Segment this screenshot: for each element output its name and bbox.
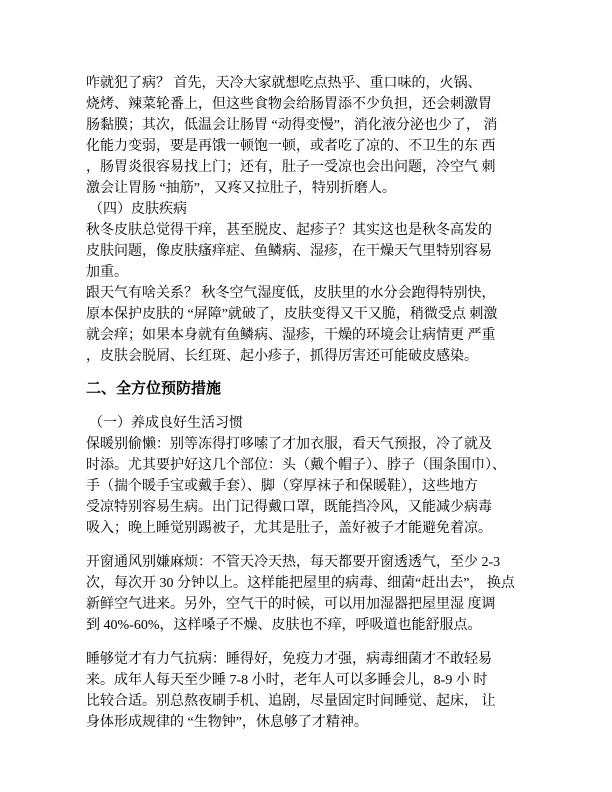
text-line: ，肠胃炎很容易找上门；还有，肚子一受凉也会出问题，冷空气 刺 <box>86 160 496 175</box>
text-line: 身体形成规律的 “生物钟”，休息够了才精神。 <box>86 715 368 730</box>
text-line: 保暖别偷懒：别等冻得打哆嗦了才加衣服，看天气预报，冷了就及 <box>86 437 492 452</box>
text-line: 到 40%-60%，这样嗓子不燥、皮肤也不痒，呼吸道也能舒服点。 <box>86 618 482 633</box>
text-line: ，皮肤会脱屑、长红斑、起小疹子，抓得厉害还可能破皮感染。 <box>86 349 478 364</box>
paragraph-body <box>86 552 528 636</box>
text-line: （四）皮肤疾病 <box>89 202 187 217</box>
text-line: 咋就犯了病？ 首先，天冷大家就想吃点热乎、重口味的，火锅、 <box>86 76 482 91</box>
text-line: 手（揣个暖手宝或戴手套）、脚（穿厚袜子和保暖鞋），这些地方 <box>86 479 478 494</box>
text-line: 跟天气有啥关系？ 秋冬空气湿度低，皮肤里的水分会跑得特别快， <box>86 286 496 301</box>
document-content <box>86 73 528 733</box>
paragraph-body <box>86 73 528 199</box>
text-line: 来。成年人每天至少睡 7-8 小时，老年人可以多睡会儿，8-9 小 时 <box>86 673 488 688</box>
text-line: 激会让胃肠 “抽筋”，又疼又拉肚子，特别折磨人。 <box>86 181 396 196</box>
paragraph-subheading <box>86 413 528 434</box>
text-line: 加重。 <box>86 265 128 280</box>
text-line: 开窗通风别嫌麻烦：不管天冷天热，每天都要开窗透透气，至少 2-3 <box>86 555 501 570</box>
text-line: 化能力变弱，要是再饿一顿饱一顿，或者吃了凉的、不卫生的东 西 <box>86 139 496 154</box>
text-line: 烧烤、辣菜轮番上，但这些食物会给肠胃添不少负担，还会刺激胃 <box>86 97 492 112</box>
paragraph-heading <box>86 378 528 399</box>
paragraph-body <box>86 220 528 283</box>
paragraph-subheading <box>86 199 528 220</box>
paragraph-body <box>86 649 528 733</box>
text-line: （一）养成良好生活习惯 <box>89 416 243 431</box>
text-line: 时添。尤其要护好这几个部位：头（戴个帽子）、脖子（围条围巾）、 <box>86 458 506 473</box>
paragraph-spacer <box>86 539 528 552</box>
text-line: 肠黏膜；其次，低温会让肠胃 “动得变慢”，消化液分泌也少了， 消 <box>86 118 498 133</box>
paragraph-body <box>86 434 528 539</box>
text-line: 吸入；晚上睡觉别踢被子，尤其是肚子，盖好被子才能避免着凉。 <box>86 521 492 536</box>
paragraph-body <box>86 283 528 367</box>
text-line: 新鲜空气进来。另外，空气干的时候，可以用加湿器把屋里湿 度调 <box>86 597 496 612</box>
text-line: 次，每次开 30 分钟以上。这样能把屋里的病毒、细菌“赶出去”， 换点 <box>86 576 515 591</box>
paragraph-spacer <box>86 636 528 649</box>
text-line: 原本保护皮肤的 “屏障”就破了，皮肤变得又干又脆，稍微受点 刺激 <box>86 307 498 322</box>
text-line: 受凉特别容易生病。出门记得戴口罩，既能挡冷风，又能减少病毒 <box>86 500 492 515</box>
text-line: 睡够觉才有力气抗病：睡得好，免疫力才强，病毒细菌才不敢轻易 <box>86 652 492 667</box>
text-line: 秋冬皮肤总觉得干痒，甚至脱皮、起疹子？其实这也是秋冬高发的 <box>86 223 492 238</box>
text-line: 二、全方位预防措施 <box>86 380 222 397</box>
text-line: 比较合适。别总熬夜刷手机、追剧，尽量固定时间睡觉、起床， 让 <box>86 694 496 709</box>
text-line: 就会痒；如果本身就有鱼鳞病、湿疹，干燥的环境会让病情更 严重 <box>86 328 496 343</box>
text-line: 皮肤问题，像皮肤瘙痒症、鱼鳞病、湿疹，在干燥天气里特别容易 <box>86 244 492 259</box>
